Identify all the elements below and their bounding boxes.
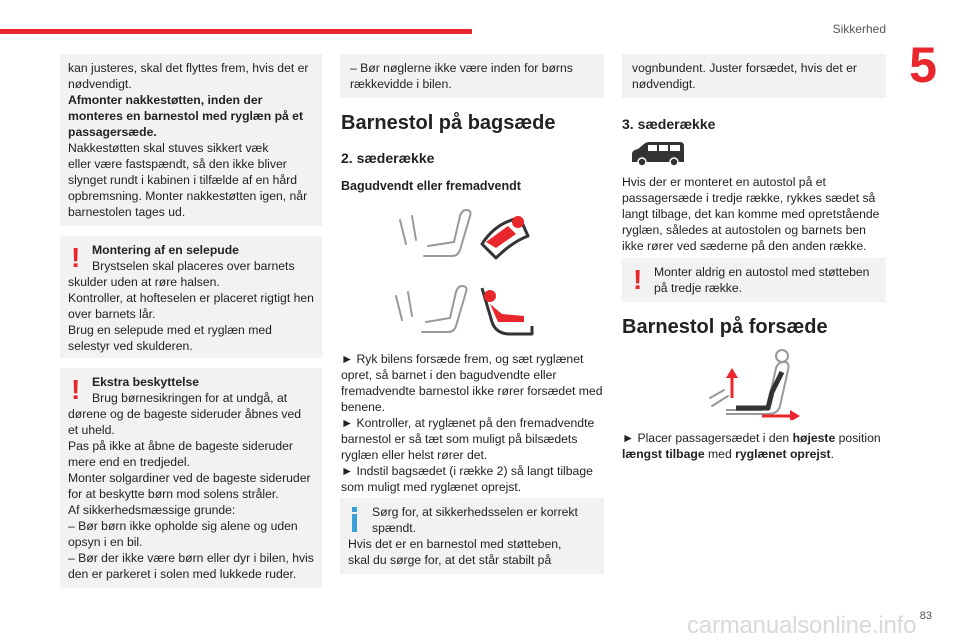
warning-title: Montering af en selepude [92, 243, 239, 257]
text-line: ryglæn eller helst rører det. [341, 448, 488, 462]
van-icon [628, 140, 688, 168]
text-line: passagersæde i tredje række, rykkes sædet så [622, 191, 876, 205]
text-line: ryglæn, således at autostolen og barnets ben [622, 223, 866, 237]
subheading-row3: 3. sæderække [622, 116, 716, 132]
text-line: slynget rundt i kabinen i tilfælde af en hård [68, 173, 297, 187]
text-line: Pas på ikke at åbne de bageste sideruder [68, 439, 293, 453]
text-line: Nakkestøtten skal stuves sikkert væk [68, 141, 269, 155]
third-row-instructions [622, 174, 892, 254]
warning-title: Ekstra beskyttelse [92, 375, 200, 389]
text-line: Brug en selepude med et ryglæn med [68, 323, 272, 337]
text-line: barnestol er så tæt som muligt på bilsædets [341, 432, 578, 446]
text-line: eller være fastspændt, så den ikke bliver [68, 157, 287, 171]
note-box-headrest [60, 54, 322, 226]
text-line: opbremsning. Monter nakkestøtten igen, når [68, 189, 308, 203]
text-line: Kontroller, at hofteselen er placeret rigtigt hen [68, 291, 314, 305]
front-seat-instructions [622, 430, 892, 462]
front-seat-adjust-illustration [706, 348, 806, 420]
warning-icon: ! [71, 374, 81, 405]
text-run-bold: længst tilbage [622, 447, 705, 461]
text-line: barnestolen tages ud. [68, 205, 186, 219]
text-line: på tredje række. [654, 281, 743, 295]
page-number: 83 [919, 610, 932, 622]
text-line: – Bør der ikke være børn eller dyr i bilen, hvis [68, 551, 314, 565]
text-line: vognbundent. Juster forsædet, hvis det er [632, 61, 857, 75]
text-line: nødvendigt. [68, 77, 132, 91]
heading-front-seat: Barnestol på forsæde [622, 316, 828, 338]
note-box-floor [622, 54, 886, 98]
chapter-number: 5 [909, 37, 937, 93]
bold-line: monteres en barnestol med ryglæn på et [68, 109, 304, 123]
text-run-bold: ryglænet oprejst [735, 447, 831, 461]
text-run: . [830, 447, 834, 461]
warning-box-third-row [622, 258, 886, 302]
warning-icon: ! [633, 264, 643, 295]
text-line: selestyr ved skulderen. [68, 339, 193, 353]
info-icon [352, 507, 357, 532]
text-line: den er parkeret i solen med lukkede ruder. [68, 567, 297, 581]
text-line: mere end en tredjedel. [68, 455, 190, 469]
text-line: rækkevidde i bilen. [350, 77, 452, 91]
text-line: Sørg for, at sikkerhedsselen er korrekt [372, 505, 578, 519]
bold-line: Afmonter nakkestøtten, inden der [68, 93, 263, 107]
heading-rear-seat: Barnestol på bagsæde [341, 112, 556, 134]
text-line: – Bør børn ikke opholde sig alene og uden [68, 519, 298, 533]
subheading-row2: 2. sæderække [341, 150, 435, 166]
text-line: ► Ryk bilens forsæde frem, og sæt ryglænet [341, 352, 584, 366]
text-line: over barnets lår. [68, 307, 156, 321]
text-line [622, 430, 892, 446]
text-line: skulder uden at røre halsen. [68, 275, 220, 289]
forward-facing-seat-illustration [386, 282, 542, 342]
text-line: nødvendigt. [632, 77, 696, 91]
warning-icon: ! [71, 242, 81, 273]
text-line: ► Kontroller, at ryglænet på den fremadvendte [341, 416, 595, 430]
text-line: ikke rører ved sæderne på den anden række. [622, 239, 867, 253]
text-line: Hvis der er monteret en autostol på et [622, 175, 826, 189]
note-box-keys [340, 54, 604, 98]
section-title: Sikkerhed [832, 22, 886, 36]
text-line: Brug børnesikringen for at undgå, at [92, 391, 288, 405]
text-run-bold: højeste [792, 431, 836, 445]
rear-facing-seat-illustration [392, 208, 542, 268]
text-line: dørene og de bageste sideruder åbnes ved [68, 407, 302, 421]
subheading-direction: Bagudvendt eller fremadvendt [341, 179, 521, 193]
text-run: med [704, 447, 736, 461]
text-line: et uheld. [68, 423, 115, 437]
text-line: Brystselen skal placeres over barnets [92, 259, 295, 273]
warning-box-booster [60, 236, 322, 358]
text-line: Monter aldrig en autostol med støtteben [654, 265, 870, 279]
text-run: position [835, 431, 881, 445]
bold-line: passagersæde. [68, 125, 157, 139]
text-line: ► Indstil bagsædet (i række 2) så langt tilbage [341, 464, 593, 478]
text-line: fremadvendte barnestol ikke rører forsædet med [341, 384, 603, 398]
text-line: for at beskytte børn mod solens stråler. [68, 487, 279, 501]
watermark: carmanualsonline.info [687, 612, 917, 639]
text-line: benene. [341, 400, 386, 414]
text-line: kan justeres, skal det flyttes frem, hvis det er [68, 61, 309, 75]
rear-seat-instructions [341, 351, 611, 495]
text-run: ► Placer passagersædet i den [622, 431, 793, 445]
text-line: Af sikkerhedsmæssige grunde: [68, 503, 236, 517]
text-line: skal du sørge for, at det står stabilt på [348, 553, 552, 567]
text-line [622, 446, 892, 462]
text-line: langt tilbage, det kan komme med opretstående [622, 207, 880, 221]
text-line: spændt. [372, 521, 417, 535]
warning-box-extra [60, 368, 322, 588]
text-line: Hvis det er en barnestol med støtteben, [348, 537, 562, 551]
text-line: – Bør nøglerne ikke være inden for børns [350, 61, 573, 75]
info-box-seatbelt [340, 498, 604, 574]
text-line: opsyn i en bil. [68, 535, 143, 549]
text-line: Monter solgardiner ved de bageste sideruder [68, 471, 311, 485]
text-line: som muligt med ryglænet oprejst. [341, 480, 522, 494]
text-line: opret, så barnet i den bagudvendte eller [341, 368, 557, 382]
header-accent-bar [0, 29, 472, 34]
